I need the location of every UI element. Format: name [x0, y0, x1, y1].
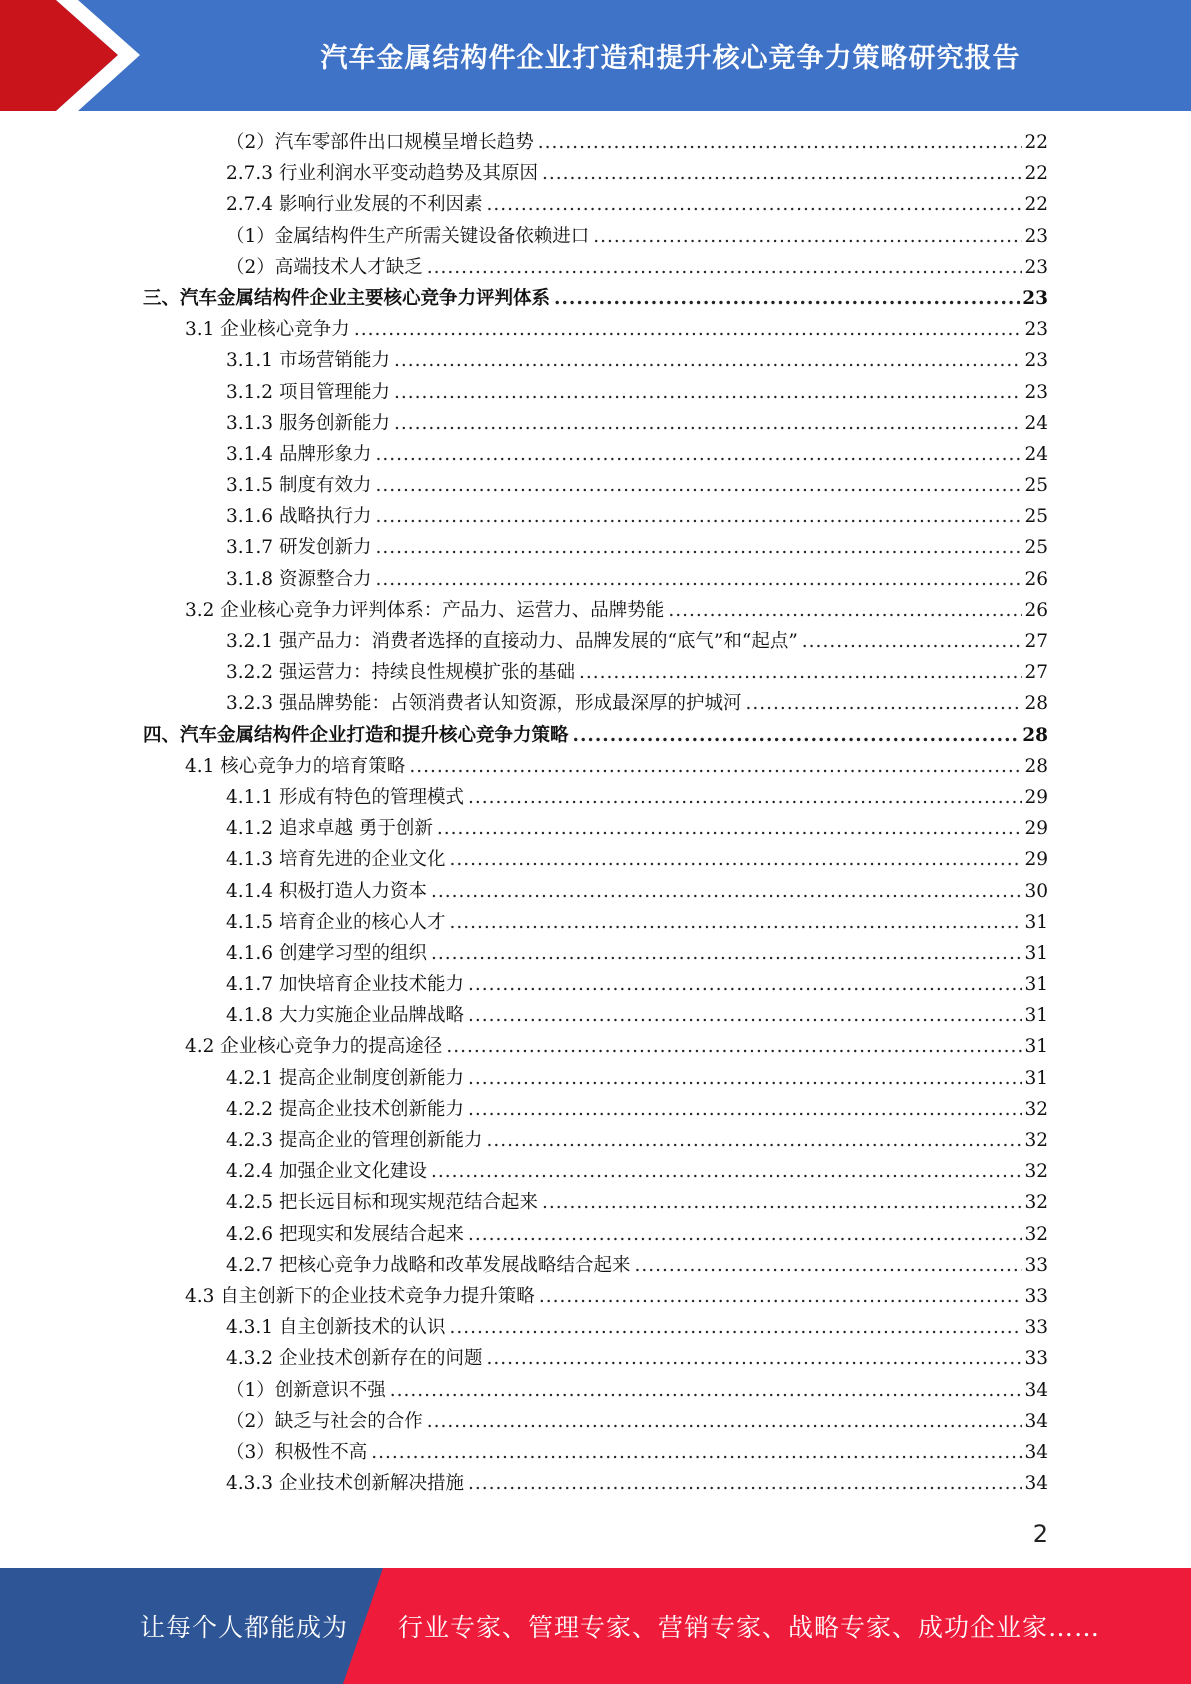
toc-leader-dots: [468, 969, 1022, 1000]
toc-entry[interactable]: [143, 470, 1048, 501]
toc-entry[interactable]: [143, 720, 1048, 751]
toc-entry-page: 29: [1024, 786, 1048, 808]
toc-entry-label: 3.1.8 资源整合力: [226, 568, 372, 590]
toc-leader-dots: [409, 751, 1022, 782]
toc-leader-dots: [427, 1406, 1023, 1437]
toc-leader-dots: [468, 1094, 1022, 1125]
toc-entry[interactable]: [143, 283, 1048, 314]
toc-entry[interactable]: [143, 1468, 1048, 1499]
toc-leader-dots: [468, 1000, 1022, 1031]
toc-entry[interactable]: [143, 439, 1048, 470]
toc-entry-label: 4.3.1 自主创新技术的认识: [226, 1317, 446, 1339]
toc-entry[interactable]: [143, 314, 1048, 345]
toc-entry-page: 22: [1024, 132, 1048, 153]
toc-entry-label: 3.2.2 强运营力：持续良性规模扩张的基础: [226, 662, 575, 684]
toc-entry-page: 29: [1024, 849, 1048, 871]
toc-entry-label: （3）积极性不高: [226, 1441, 368, 1463]
toc-entry[interactable]: [143, 127, 1048, 158]
toc-entry-page: 25: [1024, 506, 1048, 528]
toc-entry-label: 3.1.3 服务创新能力: [226, 412, 390, 434]
toc-leader-dots: [593, 221, 1022, 252]
toc-entry-label: 3.2.3 强品牌势能：占领消费者认知资源，形成最深厚的护城河: [226, 693, 742, 715]
toc-entry-page: 31: [1024, 1036, 1048, 1058]
toc-entry[interactable]: [143, 1031, 1048, 1062]
toc-leader-dots: [375, 470, 1022, 501]
toc-entry[interactable]: [143, 1000, 1048, 1031]
toc-entry[interactable]: [143, 377, 1048, 408]
toc-entry-page: 29: [1024, 818, 1048, 840]
toc-leader-dots: [431, 876, 1022, 907]
toc-leader-dots: [394, 408, 1022, 439]
toc-entry[interactable]: [143, 1312, 1048, 1343]
toc-entry-label: （1）金属结构件生产所需关键设备依赖进口: [226, 225, 590, 247]
toc-entry-label: （2）汽车零部件出口规模呈增长趋势: [226, 132, 534, 153]
toc-entry-label: （1）创新意识不强: [226, 1379, 386, 1401]
toc-entry[interactable]: [143, 595, 1048, 626]
toc-entry-label: 4.3.2 企业技术创新存在的问题: [226, 1348, 483, 1370]
toc-leader-dots: [431, 938, 1022, 969]
toc-leader-dots: [437, 813, 1023, 844]
header-arrow-decoration: [0, 0, 170, 111]
toc-entry[interactable]: [143, 532, 1048, 563]
toc-entry-page: 27: [1024, 631, 1048, 652]
toc-leader-dots: [446, 1031, 1022, 1062]
toc-entry-page: 34: [1024, 1410, 1048, 1432]
footer-slogan-right: 行业专家、管理专家、营销专家、战略专家、成功企业家……: [398, 1613, 1101, 1642]
toc-entry[interactable]: [143, 158, 1048, 189]
toc-entry-page: 32: [1024, 1161, 1048, 1183]
toc-entry[interactable]: [143, 1250, 1048, 1281]
toc-entry[interactable]: [143, 221, 1048, 252]
toc-entry-label: 4.1 核心竞争力的培育策略: [185, 755, 406, 777]
toc-entry-page: 33: [1024, 1348, 1048, 1370]
toc-entry-page: 22: [1024, 163, 1048, 185]
report-title: 汽车金属结构件企业打造和提升核心竞争力策略研究报告: [320, 43, 1021, 74]
toc-leader-dots: [745, 688, 1022, 719]
toc-entry[interactable]: [143, 782, 1048, 813]
toc-leader-dots: [468, 1063, 1022, 1094]
toc-entry-page: 33: [1024, 1254, 1048, 1276]
toc-leader-dots: [538, 127, 1023, 158]
toc-entry-label: 4.2.3 提高企业的管理创新能力: [226, 1130, 483, 1151]
toc-entry-label: 4.1.4 积极打造人力资本: [226, 880, 427, 902]
page-footer: [0, 1568, 1191, 1684]
toc-entry-page: 32: [1024, 1098, 1048, 1120]
toc-entry[interactable]: [143, 1094, 1048, 1125]
toc-leader-dots: [375, 439, 1022, 470]
toc-leader-dots: [542, 1187, 1022, 1218]
toc-entry-page: 33: [1024, 1317, 1048, 1339]
toc-entry-page: 34: [1024, 1379, 1048, 1401]
toc-entry-label: （2）缺乏与社会的合作: [226, 1410, 423, 1432]
toc-leader-dots: [634, 1250, 1022, 1281]
toc-entry[interactable]: [143, 1187, 1048, 1218]
toc-entry-page: 34: [1024, 1441, 1048, 1463]
toc-entry[interactable]: [143, 252, 1048, 283]
toc-entry-page: 32: [1024, 1223, 1048, 1245]
toc-entry-label: 4.1.6 创建学习型的组织: [226, 942, 427, 964]
toc-entry[interactable]: [143, 501, 1048, 532]
toc-leader-dots: [668, 595, 1022, 626]
toc-entry-label: 3.1.5 制度有效力: [226, 475, 372, 497]
toc-entry[interactable]: [143, 1281, 1048, 1312]
toc-entry-page: 28: [1024, 693, 1048, 715]
toc-leader-dots: [371, 1437, 1022, 1468]
toc-entry[interactable]: [143, 938, 1048, 969]
toc-entry[interactable]: [143, 564, 1048, 595]
toc-leader-dots: [554, 283, 1020, 314]
toc-entry-label: 4.2.4 加强企业文化建设: [226, 1161, 427, 1183]
toc-entry-page: 23: [1024, 319, 1048, 341]
toc-entry-page: 33: [1024, 1285, 1048, 1307]
toc-entry[interactable]: [143, 1156, 1048, 1187]
toc-entry[interactable]: [143, 345, 1048, 376]
toc-entry[interactable]: [143, 844, 1048, 875]
toc-entry-label: 3.1.7 研发创新力: [226, 537, 372, 559]
toc-entry[interactable]: [143, 408, 1048, 439]
toc-leader-dots: [390, 1375, 1023, 1406]
toc-entry-page: 23: [1024, 225, 1048, 247]
toc-entry-label: 3.1 企业核心竞争力: [185, 319, 350, 341]
footer-slogan-left: 让每个人都能成为: [140, 1613, 349, 1642]
toc-entry[interactable]: [143, 1406, 1048, 1437]
toc-entry-page: 27: [1024, 662, 1048, 684]
toc-entry-page: 23: [1024, 350, 1048, 372]
toc-entry-page: 31: [1024, 974, 1048, 996]
toc-entry-page: 24: [1024, 443, 1048, 465]
toc-leader-dots: [468, 1468, 1022, 1499]
toc-entry[interactable]: [143, 688, 1048, 719]
toc-entry-label: 4.2.6 把现实和发展结合起来: [226, 1223, 464, 1245]
toc-leader-dots: [486, 1343, 1022, 1374]
toc-entry-page: 24: [1024, 412, 1048, 434]
toc-entry-label: 2.7.4 影响行业发展的不利因素: [226, 194, 483, 216]
toc-entry-page: 31: [1024, 911, 1048, 933]
toc-entry-page: 25: [1024, 537, 1048, 559]
page-header: [0, 0, 1191, 111]
toc-leader-dots: [375, 501, 1022, 532]
toc-entry-label: 三、汽车金属结构件企业主要核心竞争力评判体系: [143, 287, 551, 309]
toc-entry[interactable]: [143, 1437, 1048, 1468]
toc-entry-label: 4.3.3 企业技术创新解决措施: [226, 1473, 464, 1495]
toc-entry-label: 4.3 自主创新下的企业技术竞争力提升策略: [185, 1285, 535, 1307]
toc-leader-dots: [375, 532, 1022, 563]
toc-leader-dots: [449, 844, 1022, 875]
toc-entry[interactable]: [143, 189, 1048, 220]
toc-entry[interactable]: [143, 813, 1048, 844]
toc-entry-label: 4.1.2 追求卓越 勇于创新: [226, 818, 433, 840]
toc-entry[interactable]: [143, 1063, 1048, 1094]
toc-entry[interactable]: [143, 1125, 1048, 1156]
toc-entry-page: 32: [1024, 1192, 1048, 1214]
toc-entry-page: 28: [1022, 724, 1048, 746]
toc-entry-label: 4.2.7 把核心竞争力战略和改革发展战略结合起来: [226, 1254, 631, 1276]
toc-entry-page: 26: [1024, 568, 1048, 590]
toc-entry-label: 4.1.1 形成有特色的管理模式: [226, 786, 464, 808]
toc-entry-label: 3.1.4 品牌形象力: [226, 443, 372, 465]
toc-leader-dots: [468, 782, 1022, 813]
toc-entry[interactable]: [143, 657, 1048, 688]
toc-entry-page: 23: [1024, 256, 1048, 278]
toc-leader-dots: [802, 626, 1023, 657]
toc-entry[interactable]: [143, 1375, 1048, 1406]
toc-leader-dots: [449, 907, 1022, 938]
toc-entry[interactable]: [143, 969, 1048, 1000]
toc-entry-label: 3.1.1 市场营销能力: [226, 350, 390, 372]
toc-entry-page: 30: [1024, 880, 1048, 902]
toc-leader-dots: [486, 189, 1022, 220]
toc-entry-label: 4.1.8 大力实施企业品牌战略: [226, 1005, 464, 1027]
toc-leader-dots: [394, 377, 1022, 408]
toc-leader-dots: [542, 158, 1022, 189]
toc-entry-label: 四、汽车金属结构件企业打造和提升核心竞争力策略: [143, 724, 569, 746]
toc-entry[interactable]: [143, 626, 1048, 657]
toc-entry-label: 3.2.1 强产品力：消费者选择的直接动力、品牌发展的“底气”和“起点”: [226, 631, 798, 652]
toc-entry-label: 4.1.7 加快培育企业技术能力: [226, 974, 464, 996]
toc-entry-label: （2）高端技术人才缺乏: [226, 256, 423, 278]
toc-leader-dots: [431, 1156, 1022, 1187]
toc-entry-page: 25: [1024, 475, 1048, 497]
toc-entry-page: 28: [1024, 755, 1048, 777]
toc-entry-page: 22: [1024, 194, 1048, 216]
toc-entry[interactable]: [143, 751, 1048, 782]
toc-entry[interactable]: [143, 876, 1048, 907]
toc-entry-page: 31: [1024, 1005, 1048, 1027]
toc-leader-dots: [468, 1219, 1022, 1250]
toc-leader-dots: [539, 1281, 1023, 1312]
toc-entry-label: 3.1.6 战略执行力: [226, 506, 372, 528]
toc-entry-label: 4.2.1 提高企业制度创新能力: [226, 1067, 464, 1089]
toc-entry[interactable]: [143, 1343, 1048, 1374]
toc-entry-page: 32: [1024, 1130, 1048, 1151]
toc-entry-label: 4.2.5 把长远目标和现实规范结合起来: [226, 1192, 538, 1214]
toc-leader-dots: [486, 1125, 1022, 1156]
toc-leader-dots: [573, 720, 1021, 751]
toc-entry-label: 4.2 企业核心竞争力的提高途径: [185, 1036, 443, 1058]
toc-entry-label: 3.2 企业核心竞争力评判体系：产品力、运营力、品牌势能: [185, 599, 665, 621]
toc-entry[interactable]: [143, 907, 1048, 938]
toc-entry-label: 4.1.5 培育企业的核心人才: [226, 911, 446, 933]
toc-leader-dots: [394, 345, 1022, 376]
toc-entry-page: 26: [1024, 599, 1048, 621]
toc-leader-dots: [354, 314, 1023, 345]
toc-entry-page: 34: [1024, 1473, 1048, 1495]
table-of-contents: [143, 127, 1048, 1499]
toc-leader-dots: [449, 1312, 1022, 1343]
toc-entry-label: 4.2.2 提高企业技术创新能力: [226, 1098, 464, 1120]
toc-entry-page: 31: [1024, 942, 1048, 964]
toc-entry-label: 3.1.2 项目管理能力: [226, 381, 390, 403]
toc-leader-dots: [579, 657, 1022, 688]
toc-entry-page: 31: [1024, 1067, 1048, 1089]
toc-entry-label: 2.7.3 行业利润水平变动趋势及其原因: [226, 163, 538, 185]
toc-entry-page: 23: [1024, 381, 1048, 403]
toc-entry-page: 23: [1022, 287, 1048, 309]
toc-entry-label: 4.1.3 培育先进的企业文化: [226, 849, 446, 871]
page-number: 2: [1032, 1520, 1048, 1548]
toc-leader-dots: [375, 564, 1022, 595]
toc-leader-dots: [427, 252, 1023, 283]
toc-entry[interactable]: [143, 1219, 1048, 1250]
